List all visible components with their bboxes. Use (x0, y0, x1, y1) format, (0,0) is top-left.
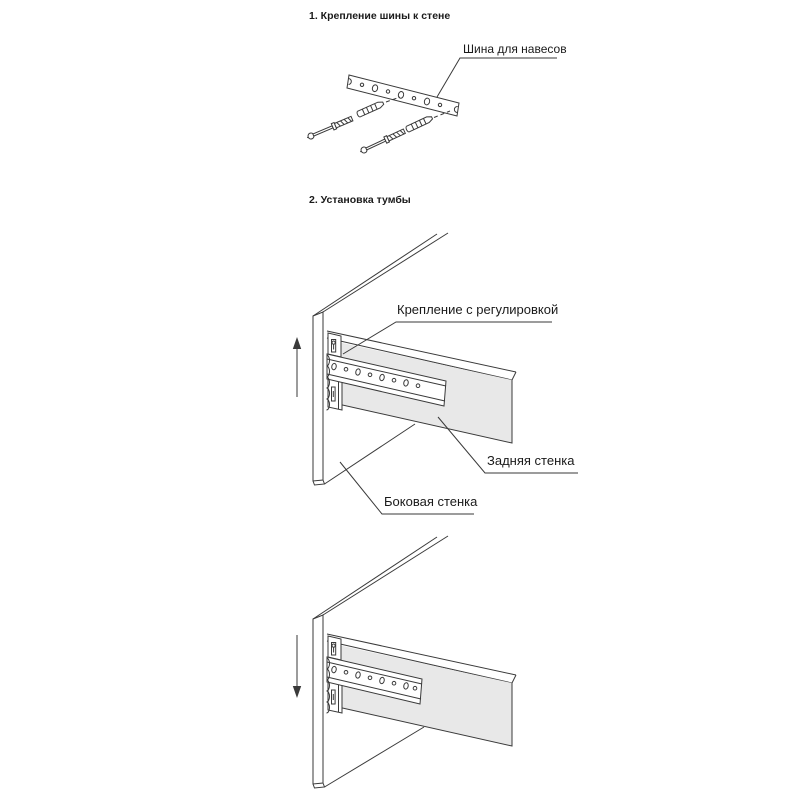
anchor-dowel (356, 100, 384, 117)
screw-anchor-icon (359, 111, 450, 155)
rail-label-leader (437, 58, 557, 97)
anchor-dowel (405, 115, 433, 132)
down-arrow-icon (293, 635, 301, 698)
side-wall-label: Боковая стенка (384, 494, 478, 509)
wall-rail-drawing (306, 58, 557, 155)
screw-anchor-icon (306, 97, 400, 141)
step2-heading: 2. Установка тумбы (309, 194, 411, 206)
cabinet-mounting-drawing-down (293, 536, 516, 788)
rail-label: Шина для навесов (463, 42, 567, 56)
back-wall-label: Задняя стенка (487, 453, 575, 468)
up-arrow-icon (293, 337, 301, 397)
cabinet-mounting-drawing-up (293, 233, 578, 514)
step1-heading: 1. Крепление шины к стене (309, 10, 451, 22)
bracket-label: Крепление с регулировкой (397, 302, 559, 317)
